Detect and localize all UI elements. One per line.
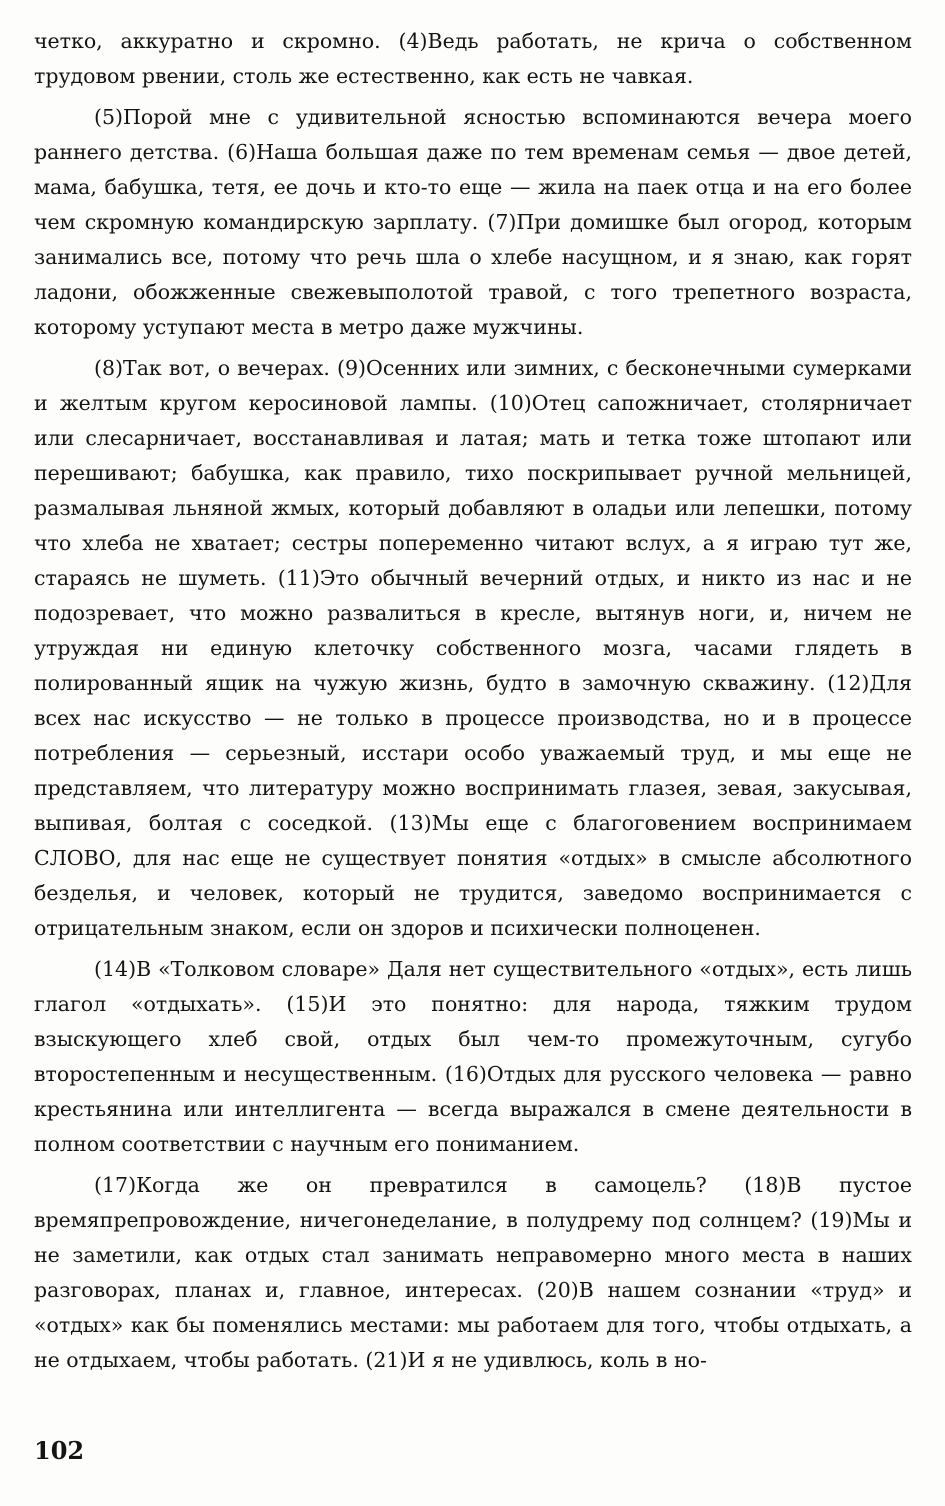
paragraph-3: (8)Так вот, о вечерах. (9)Осенних или зимних, с бесконечными сумерками и желтым кругом керосиновой лампы. (10)Отец сапожничает, столярничает или слесарничает, восстанавливая и латая; мать и тетка тоже штопают или перешивают; бабушка, как правило, тихо поскрипывает ручной мельницей, размалывая льняной жмых, который добавляют в оладьи или лепешки, потому что хлеба не хватает; сестры попеременно читают вслух, а я играю тут же, стараясь не шуметь. (11)Это обычный вечерний отдых, и никто из нас и не подозревает, что можно развалиться в кресле, вытянув ноги, и, ничем не утруждая ни единую клеточку собственного мозга, часами глядеть в полированный ящик на чужую жизнь, будто в замочную скважину. (12)Для всех нас искусство — не только в процессе производства, но и в процессе потребления — серьезный, исстари особо уважаемый труд, и мы еще не представляем, что литературу можно воспринимать глазея, зевая, закусывая, выпивая, болтая с соседкой. (13)Мы еще с благоговением воспринимаем СЛОВО, для нас еще не существует понятия «отдых» в смысле абсолютного безделья, и человек, который не трудится, заведомо воспринимается с отрицательным знаком, если он здоров и психически полноценен. xyxy=(34,356,912,940)
page-number: 102 xyxy=(34,1436,85,1465)
paragraph-1: четко, аккуратно и скромно. (4)Ведь работать, не крича о собственном трудовом рвении, столь же естественно, как есть не чавкая. xyxy=(34,29,912,88)
paragraph-4: (14)В «Толковом словаре» Даля нет существительного «отдых», есть лишь глагол «отдыхать». (15)И это понятно: для народа, тяжким трудом взыскующего хлеб свой, отдых был чем-то промежуточным, сугубо второстепенным и несущественным. (16)Отдых для русского человека — равно крестьянина или интеллигента — всегда выражался в смене деятельности в полном соответствии с научным его пониманием. xyxy=(34,957,912,1156)
paragraph-2: (5)Порой мне с удивительной ясностью вспоминаются вечера моего раннего детства. (6)Наша большая даже по тем временам семья — двое детей, мама, бабушка, тетя, ее дочь и кто-то еще — жила на паек отца и на его более чем скромную командирскую зарплату. (7)При домишке был огород, которым занимались все, потому что речь шла о хлебе насущном, и я знаю, как горят ладони, обожженные свежевыполотой травой, с того трепетного возраста, которому уступают места в метро даже мужчины. xyxy=(34,105,912,339)
paragraph-5: (17)Когда же он превратился в самоцель? (18)В пустое времяпрепровождение, ничегонеделание, в полудрему под солнцем? (19)Мы и не заметили, как отдых стал занимать неправомерно много места в наших разговорах, планах и, главное, интересах. (20)В нашем сознании «труд» и «отдых» как бы поменялись местами: мы работаем для того, чтобы отдыхать, а не отдыхаем, чтобы работать. (21)И я не удивлюсь, коль в но- xyxy=(34,1173,912,1372)
body-text xyxy=(34,24,912,1384)
